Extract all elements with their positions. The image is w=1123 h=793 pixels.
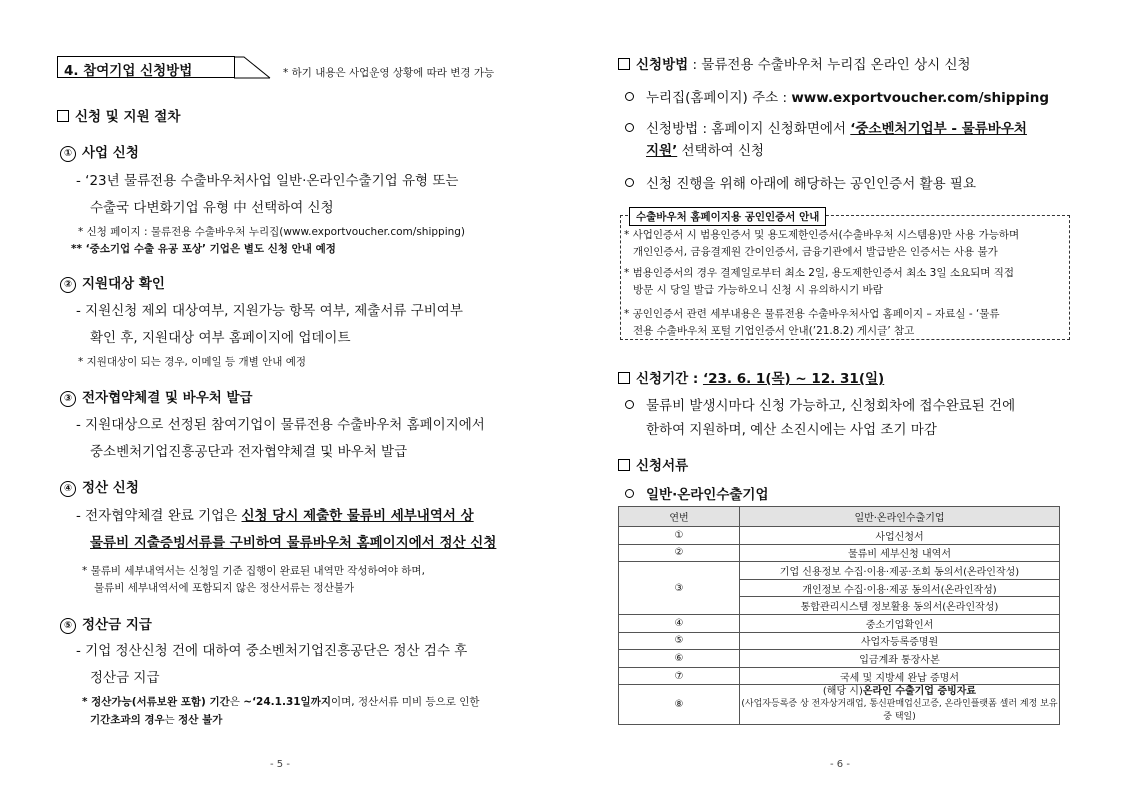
- step-1-note-2: ** ‘중소기업 수출 유공 포상’ 기업은 별도 신청 안내 예정: [71, 243, 336, 255]
- table-row: ⑧ (해당 시)온라인 수출기업 증빙자료 (사업자등록증 상 전자상거래업, 통신판매업신고증, 온라인플랫폼 셀러 계정 보유 중 택일): [619, 685, 1060, 725]
- step-number: ⑤: [60, 618, 76, 634]
- checkbox-square-icon: [618, 459, 630, 471]
- circle-bullet-icon: [625, 489, 634, 498]
- cert-item-3: * 공인인증서 관련 세부내용은 물류전용 수출바우처사업 홈페이지 – 자료실 - ‘물류 전용 수출바우처 포털 기업인증서 안내(’21.8.2) 게시글’ 참고: [624, 308, 1000, 337]
- step-5-body: - 기업 정산신청 건에 대하여 중소벤처기업진흥공단은 정산 검수 후 정산금 지급: [76, 643, 468, 686]
- method-heading: 신청방법 : 물류전용 수출바우처 누리집 온라인 상시 신청: [618, 53, 971, 73]
- section-title: 4. 참여기업 신청방법: [64, 63, 193, 79]
- circle-bullet-icon: [625, 123, 634, 132]
- cert-item-2: * 범용인증서의 경우 결제일로부터 최소 2일, 용도제한인증서 최소 3일 소요되며 직접 방문 시 당일 발급 가능하오니 신청 시 유의하시기 바람: [624, 267, 1015, 296]
- table-row: ⑦ 국세 및 지방세 완납 증명서: [619, 667, 1060, 685]
- circle-bullet-icon: [625, 92, 634, 101]
- homepage-url: www.exportvoucher.com/shipping: [791, 90, 1050, 106]
- table-row: ⑤ 사업자등록증명원: [619, 632, 1060, 650]
- table-row: ④ 중소기업확인서: [619, 614, 1060, 632]
- circle-bullet-icon: [625, 400, 634, 409]
- period-heading: 신청기간 : ‘23. 6. 1(목) ~ 12. 31(일): [618, 367, 884, 387]
- step-number: ①: [60, 146, 76, 162]
- homepage-url-line: 누리집(홈페이지) 주소 : www.exportvoucher.com/shipping: [625, 86, 1049, 106]
- process-heading: 신청 및 지원 절차: [57, 105, 180, 125]
- step-1-note-1: * 신청 페이지 : 물류전용 수출바우처 누리집(www.exportvoucher.com/shipping): [78, 226, 466, 238]
- step-3-heading: ③ 전자협약체결 및 바우처 발급: [60, 386, 253, 407]
- table-row: 통합관리시스템 정보활용 동의서(온라인작성): [619, 597, 1060, 615]
- step-5-note: * 정산가능(서류보완 포함) 기간은 ~‘24.1.31일까지이며, 정산서류 미비 등으로 인한 기간초과의 경우는 정산 불가: [82, 696, 480, 726]
- circle-bullet-icon: [625, 178, 634, 187]
- step-number: ④: [60, 481, 76, 497]
- step-4-body: - 전자협약체결 완료 기업은 신청 당시 제출한 물류비 세부내역서 상 물류비 지출증빙서류를 구비하여 물류바우처 홈페이지에서 정산 신청: [76, 508, 497, 551]
- step-5-heading: ⑤ 정산금 지급: [60, 613, 152, 634]
- step-number: ②: [60, 277, 76, 293]
- step-1-heading: ① 사업 신청: [60, 141, 139, 162]
- step-4-heading: ④ 정산 신청: [60, 476, 139, 497]
- cert-item-1: * 사업인증서 시 범용인증서 및 용도제한인증서(수출바우처 시스템용)만 사용 가능하며 개인인증서, 금융결제원 간이인증서, 금융기관에서 발급받은 인증서는 사용 불가: [624, 229, 1020, 258]
- step-2-note: * 지원대상이 되는 경우, 이메일 등 개별 안내 예정: [78, 356, 307, 368]
- checkbox-square-icon: [618, 372, 630, 384]
- section-title-box: [57, 56, 235, 78]
- step-4-note: * 물류비 세부내역서는 신청일 기준 집행이 완료된 내역만 작성하여야 하며, 물류비 세부내역서에 포함되지 않은 정산서류는 정산불가: [82, 565, 425, 594]
- step-1-body: - ‘23년 물류전용 수출바우처사업 일반·온라인수출기업 유형 또는 수출국 다변화기업 유형 中 선택하여 신청: [76, 173, 459, 216]
- col-header-docs: 일반·온라인수출기업: [740, 507, 1060, 527]
- checkbox-square-icon: [57, 110, 69, 122]
- documents-table: [618, 506, 1060, 725]
- page-number-right: - 6 -: [830, 759, 850, 770]
- period-body: 물류비 발생시마다 신청 가능하고, 신청회차에 접수완료된 건에 한하여 지원하며, 예산 소진시에는 사업 조기 마감: [625, 394, 1075, 442]
- table-row: ② 물류비 세부신청 내역서: [619, 544, 1060, 562]
- table-row: ① 사업신청서: [619, 527, 1060, 545]
- docs-heading: 신청서류: [618, 454, 688, 474]
- step-number: ③: [60, 391, 76, 407]
- step-3-body: - 지원대상으로 선정된 참여기업이 물류전용 수출바우처 홈페이지에서 중소벤처기업진흥공단과 전자협약체결 및 바우처 발급: [76, 417, 485, 460]
- title-note: * 하기 내용은 사업운영 상황에 따라 변경 가능: [283, 67, 495, 79]
- step-2-body: - 지원신청 제외 대상여부, 지원가능 항목 여부, 제출서류 구비여부 확인 후, 지원대상 여부 홈페이지에 업데이트: [76, 303, 463, 346]
- table-row: 개인정보 수집·이용·제공 동의서(온라인작성): [619, 579, 1060, 597]
- cert-info-title: 수출바우처 홈페이지용 공인인증서 안내: [629, 207, 826, 226]
- cert-need-line: 신청 진행을 위해 아래에 해당하는 공인인증서 활용 필요: [625, 172, 976, 192]
- table-header-row: [619, 507, 1060, 527]
- checkbox-square-icon: [618, 58, 630, 70]
- table-row: ⑥ 입금계좌 통장사본: [619, 650, 1060, 668]
- apply-how-line: 신청방법 : 홈페이지 신청화면에서 ‘중소벤처기업부 - 물류바우처 지원’ 선택하여 신청: [625, 118, 1075, 162]
- title-tab-slant: [234, 56, 274, 80]
- step-2-heading: ② 지원대상 확인: [60, 272, 165, 293]
- page-number-left: - 5 -: [270, 759, 290, 770]
- table-row: ③ 기업 신용정보 수집·이용·제공·조회 동의서(온라인작성): [619, 562, 1060, 580]
- col-header-no: 연번: [619, 507, 740, 527]
- docs-subheading: 일반·온라인수출기업: [625, 483, 769, 503]
